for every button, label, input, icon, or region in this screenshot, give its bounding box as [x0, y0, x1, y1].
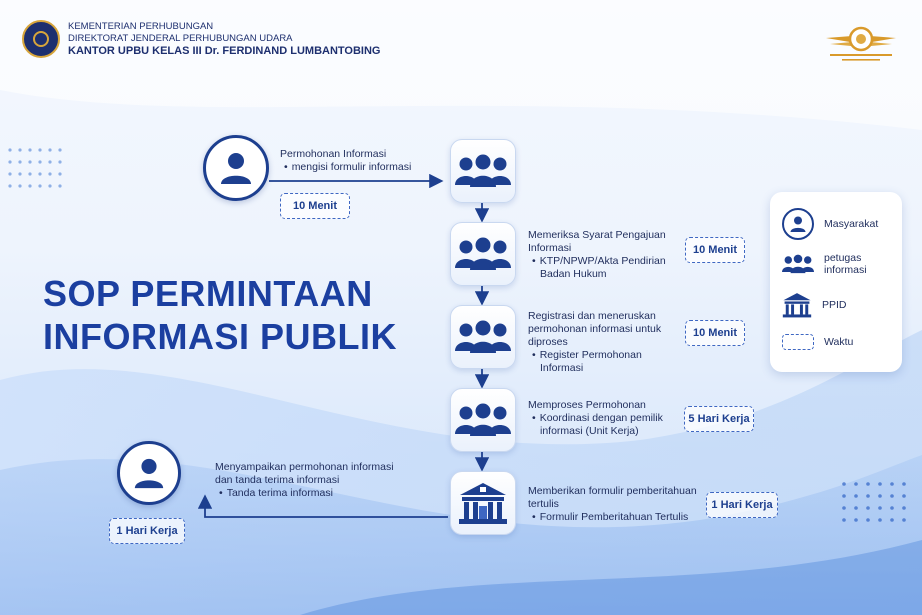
group-icon	[782, 253, 814, 275]
legend-item-ppid	[782, 292, 847, 318]
step-4-heading: Memproses Permohonan	[528, 399, 646, 411]
person-icon	[132, 456, 166, 490]
step-4-icon-box	[450, 305, 516, 369]
step-1-text	[280, 148, 430, 174]
person-icon	[218, 150, 254, 186]
step-4-text	[528, 399, 678, 438]
group-icon	[455, 319, 511, 355]
step-1-person-circle	[203, 135, 269, 201]
building-icon	[458, 481, 508, 525]
header-directorate: DIREKTORAT JENDERAL PERHUBUNGAN UDARA	[68, 33, 293, 44]
step-3-bullet: • Register Permohonan Informasi	[528, 349, 678, 375]
step-6-bullet: • Tanda terima informasi	[215, 487, 395, 500]
legend	[770, 192, 902, 372]
step-1-time: 10 Menit	[280, 193, 350, 219]
person-icon	[782, 208, 814, 240]
step-5-time: 1 Hari Kerja	[706, 492, 778, 518]
group-icon	[455, 402, 511, 438]
legend-item-masyarakat	[782, 208, 878, 240]
step-1-heading: Permohonan Informasi	[280, 148, 387, 160]
legend-item-waktu	[782, 334, 853, 350]
step-5-text	[528, 485, 708, 524]
group-icon	[455, 236, 511, 272]
group-icon	[455, 153, 511, 189]
legend-label-masyarakat: Masyarakat	[824, 218, 879, 230]
title-line-1: SOP PERMINTAAN	[43, 273, 373, 314]
step-6-icon-box	[450, 471, 516, 535]
step-5-bullet: • Formulir Pemberitahuan Tertulis	[528, 511, 708, 524]
arrow-6-to-end	[205, 498, 448, 517]
final-person-circle	[117, 441, 181, 505]
step-3-icon-box	[450, 222, 516, 286]
step-5-heading: Memberikan formulir pemberitahuan tertulis	[528, 485, 697, 510]
header-ministry: KEMENTERIAN PERHUBUNGAN	[68, 21, 214, 32]
header-office: KANTOR UPBU KELAS III Dr. FERDINAND LUMBANTOBING	[68, 45, 381, 57]
step-6-time: 1 Hari Kerja	[109, 518, 185, 544]
legend-label-petugas: petugas informasi	[824, 252, 867, 276]
step-2-bullet: • KTP/NPWP/Akta Pendirian Badan Hukum	[528, 255, 678, 281]
step-1-bullet: • mengisi formulir informasi	[280, 161, 430, 174]
legend-label-ppid: PPID	[822, 299, 847, 311]
step-3-heading: Registrasi dan meneruskan permohonan informasi untuk diproses	[528, 310, 662, 348]
step-3-text	[528, 310, 678, 375]
legend-label-waktu: Waktu	[824, 336, 854, 348]
step-2-time: 10 Menit	[685, 237, 745, 263]
step-2-text	[528, 229, 678, 281]
legend-item-petugas	[782, 252, 884, 276]
step-6-text	[215, 461, 395, 500]
step-4-bullet: • Koordinasi dengan pemilik informasi (Unit Kerja)	[528, 412, 678, 438]
building-icon	[782, 292, 812, 318]
step-2-heading: Memeriksa Syarat Pengajuan Informasi	[528, 229, 666, 254]
dashed-box-icon	[782, 334, 814, 350]
step-4-time: 5 Hari Kerja	[684, 406, 754, 432]
step-6-heading: Menyampaikan permohonan informasi dan tanda terima informasi	[215, 461, 394, 486]
title-line-2: INFORMASI PUBLIK	[43, 316, 397, 357]
step-2-icon-box	[450, 139, 516, 203]
step-3-time: 10 Menit	[685, 320, 745, 346]
step-5-icon-box	[450, 388, 516, 452]
